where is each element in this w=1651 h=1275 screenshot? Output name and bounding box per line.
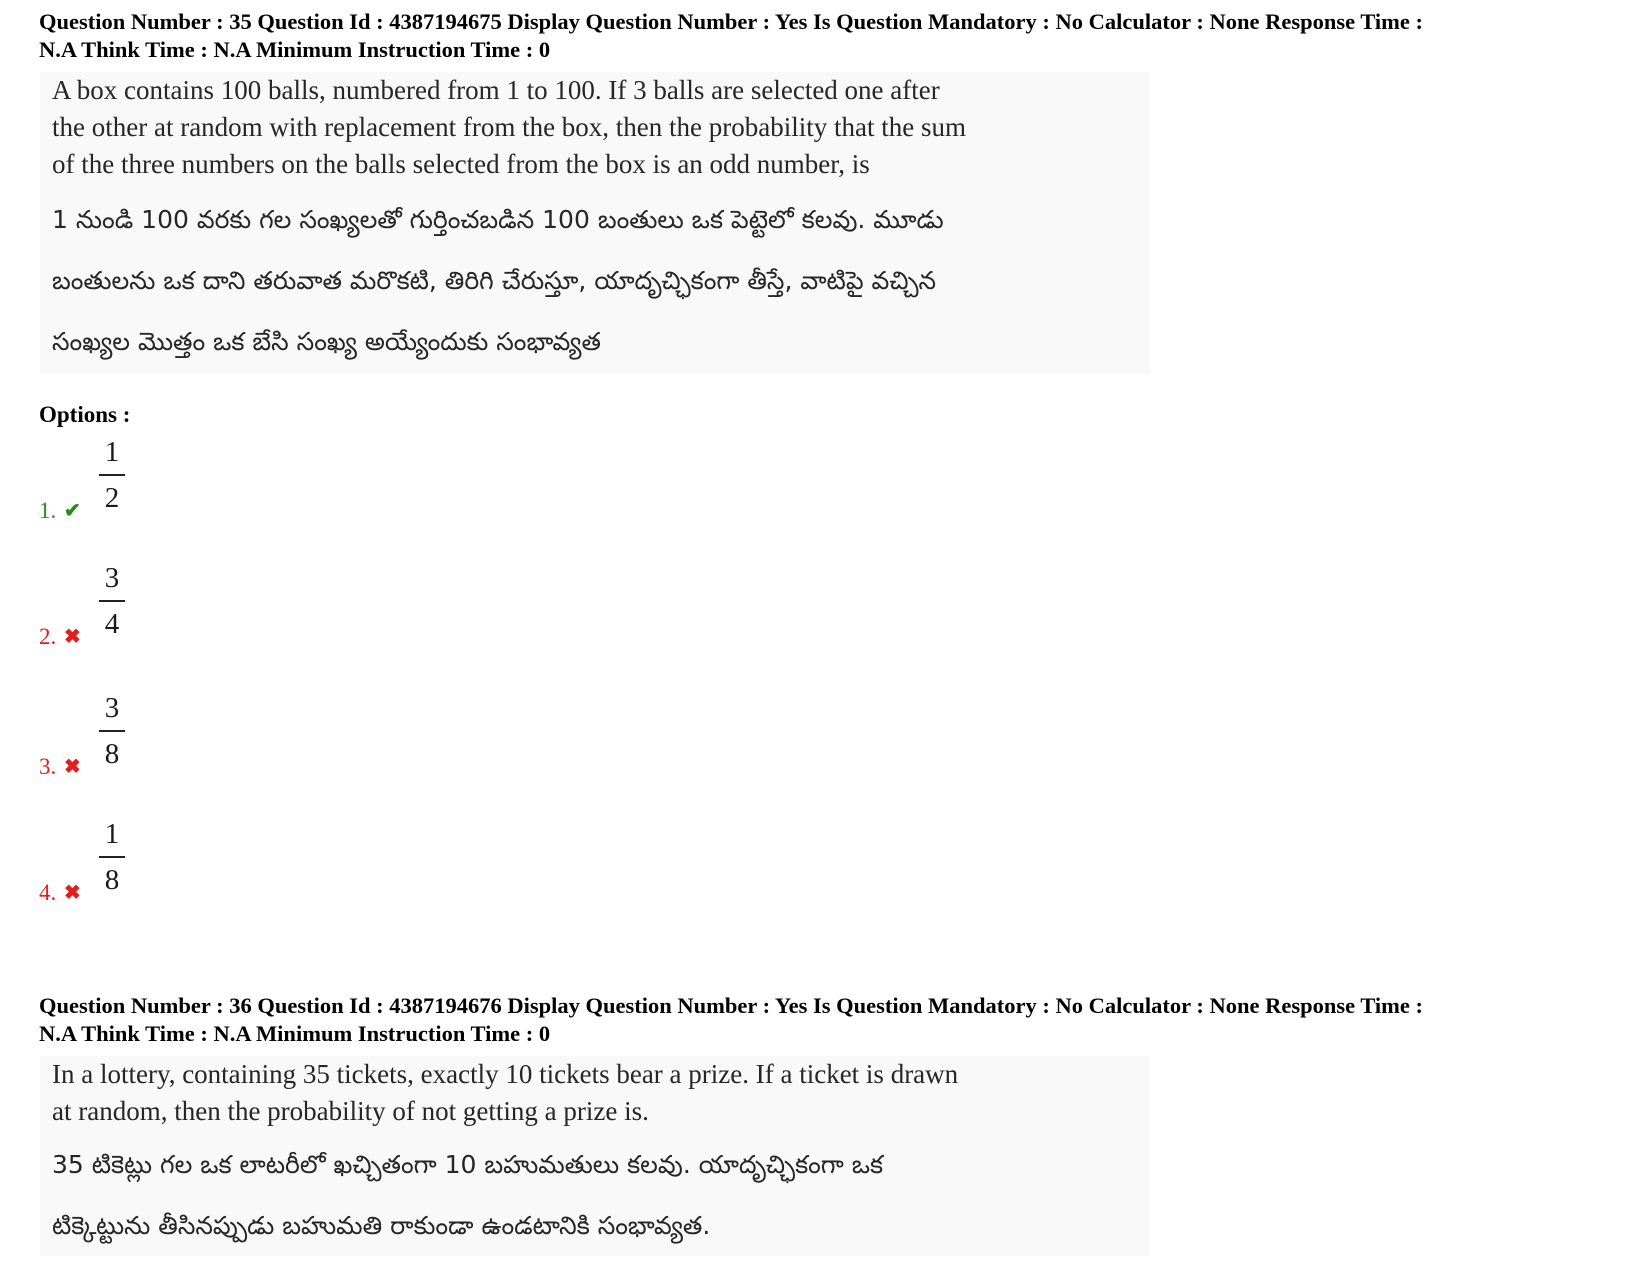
question-36-header: [39, 992, 1639, 1048]
text-line: at random, then the probability of not getting a prize is.: [52, 1096, 649, 1126]
denominator: 8: [104, 737, 120, 770]
option-4[interactable]: [39, 814, 239, 905]
fraction: [99, 558, 125, 644]
cross-icon: ✖: [64, 882, 81, 904]
question-35-body: [40, 72, 1150, 374]
question-header-line: N.A Think Time : N.A Minimum Instruction Time : 0: [39, 1021, 551, 1046]
text-line: సంఖ్యల మొత్తం ఒక బేసి సంఖ్య అయ్యేందుకు సంభావ్యత: [52, 327, 601, 356]
numerator: 3: [104, 562, 120, 594]
option-number: 3.: [39, 754, 57, 779]
numerator: 3: [104, 692, 120, 724]
text-line: బంతులను ఒక దాని తరువాత మరొకటి, తిరిగి చేరుస్తూ, యాదృచ్ఛికంగా తీస్తే, వాటిపై వచ్చిన: [52, 266, 937, 295]
question-header-line: N.A Think Time : N.A Minimum Instruction Time : 0: [39, 37, 551, 62]
fraction: [99, 432, 125, 518]
option-number: 4.: [39, 880, 57, 905]
question-header-line: Question Number : 36 Question Id : 4387194676 Display Question Number : Yes Is Question Mandatory : No Calculator : None Response Time :: [39, 993, 1424, 1018]
denominator: 2: [104, 481, 120, 514]
numerator: 1: [104, 436, 120, 468]
denominator: 8: [104, 863, 120, 896]
text-line: టిక్కెట్టును తీసినప్పుడు బహుమతి రాకుండా ఉండటానికి సంభావ్యత.: [52, 1211, 711, 1240]
fraction: [99, 814, 125, 900]
option-2[interactable]: [39, 558, 239, 649]
text-line: 35 టికెట్లు గల ఒక లాటరీలో ఖచ్చితంగా 10 బహుమతులు కలవు. యాదృచ్ఛికంగా ఒక: [52, 1150, 884, 1179]
fraction-bar: [99, 474, 125, 476]
text-line: In a lottery, containing 35 tickets, exactly 10 tickets bear a prize. If a ticket is drawn: [52, 1059, 959, 1089]
text-line: of the three numbers on the balls selected from the box is an odd number, is: [52, 149, 870, 179]
question-text-english: [40, 1056, 1150, 1130]
question-36-body: [40, 1056, 1150, 1256]
fraction-bar: [99, 600, 125, 602]
fraction-bar: [99, 856, 125, 858]
question-header-line: Question Number : 35 Question Id : 4387194675 Display Question Number : Yes Is Question Mandatory : No Calculator : None Response Time :: [39, 9, 1424, 34]
question-35-header: [39, 8, 1639, 64]
text-line: 1 నుండి 100 వరకు గల సంఖ్యలతో గుర్తించబడిన 100 బంతులు ఒక పెట్టెలో కలవు. మూడు: [52, 205, 944, 234]
numerator: 1: [104, 818, 120, 850]
option-number: 1.: [39, 498, 57, 523]
denominator: 4: [104, 607, 120, 640]
option-3[interactable]: [39, 688, 239, 779]
fraction: [99, 688, 125, 774]
question-text-telugu: [40, 183, 1150, 374]
option-number: 2.: [39, 624, 57, 649]
text-line: the other at random with replacement from the box, then the probability that the sum: [52, 112, 966, 142]
cross-icon: ✖: [64, 626, 81, 648]
question-text-english: [40, 72, 1150, 183]
cross-icon: ✖: [64, 756, 81, 778]
options-label: Options :: [39, 402, 131, 427]
option-1[interactable]: [39, 432, 239, 523]
text-line: A box contains 100 balls, numbered from 1 to 100. If 3 balls are selected one after: [52, 75, 940, 105]
fraction-bar: [99, 730, 125, 732]
question-text-telugu: [40, 1130, 1150, 1256]
check-icon: ✔: [64, 500, 81, 522]
